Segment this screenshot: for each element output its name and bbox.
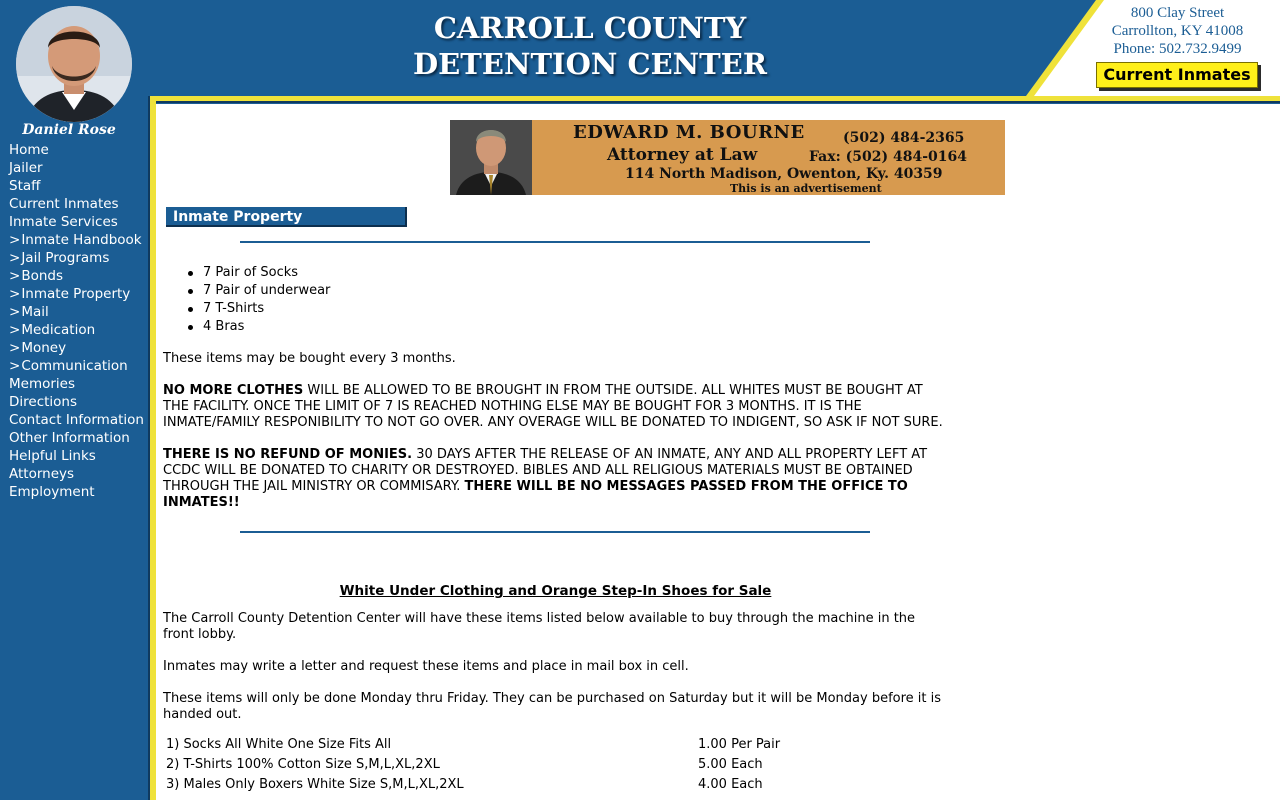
sidebar-item-label: Staff <box>9 178 41 194</box>
attorney-portrait-icon <box>450 120 532 195</box>
section-title: Inmate Property <box>166 207 407 227</box>
sidebar-item-bonds[interactable] <box>9 267 144 285</box>
sidebar-item-directions[interactable] <box>9 393 144 411</box>
sidebar-item-label: Mail <box>21 304 49 320</box>
chevron-right-icon: > <box>9 358 21 374</box>
sidebar-item-current-inmates[interactable] <box>9 195 144 213</box>
sidebar-item-label: Inmate Property <box>21 286 131 302</box>
sale-item-price: 5.00 Each <box>698 757 763 772</box>
profile-name: Daniel Rose <box>22 122 116 138</box>
list-item: 7 T-Shirts <box>203 300 330 318</box>
site-title-line1: CARROLL COUNTY <box>433 11 747 45</box>
ad-note: This is an advertisement <box>730 182 882 195</box>
list-item: 7 Pair of Socks <box>203 264 330 282</box>
sidebar-item-jailer[interactable] <box>9 159 144 177</box>
divider <box>240 531 870 533</box>
divider <box>240 241 870 243</box>
sidebar-item-label: Other Information <box>9 430 130 446</box>
current-inmates-button[interactable]: Current Inmates <box>1096 62 1258 88</box>
chevron-right-icon: > <box>9 250 21 266</box>
table-row <box>166 757 951 773</box>
clothes-policy-text: WILL BE ALLOWED TO BE BROUGHT IN FROM THE OUTSIDE. ALL WHITES MUST BE BOUGHT AT THE FACILITY. ONCE THE LIMIT OF 7 IS REACHED NOTHING ELSE MAY BE BOUGHT FOR 3 MONTHS. IT IS THE INMATE/FAMILY RESPONIBILITY TO NOT GO OVER. ANY OVERAGE WILL BE DONATED TO INDIGENT, SO ASK IF NOT SURE. <box>163 383 943 430</box>
sidebar-item-label: Employment <box>9 484 95 500</box>
sale-paragraph-2: Inmates may write a letter and request these items and place in mail box in cell. <box>163 659 689 674</box>
sidebar-item-label: Communication <box>21 358 128 374</box>
chevron-right-icon: > <box>9 286 21 302</box>
sidebar <box>0 0 148 800</box>
sale-item-name: 1) Socks All White One Size Fits All <box>166 737 392 752</box>
list-item: 4 Bras <box>203 318 330 336</box>
sidebar-item-inmate-property[interactable] <box>9 285 144 303</box>
sidebar-item-contact-information[interactable] <box>9 411 144 429</box>
sidebar-item-inmate-handbook[interactable] <box>9 231 144 249</box>
ad-address: 114 North Madison, Owenton, Ky. 40359 <box>625 166 943 182</box>
address-city: Carrollton, KY 41008 <box>1111 23 1244 39</box>
sale-item-name: 2) T-Shirts 100% Cotton Size S,M,L,XL,2XL <box>166 757 440 772</box>
sidebar-item-home[interactable] <box>9 141 144 159</box>
chevron-right-icon: > <box>9 232 21 248</box>
clothes-policy-bold: NO MORE CLOTHES <box>163 383 304 398</box>
sidebar-nav <box>9 141 144 501</box>
property-list <box>203 264 330 336</box>
chevron-right-icon: > <box>9 340 21 356</box>
sidebar-item-label: Medication <box>21 322 96 338</box>
sidebar-item-label: Bonds <box>21 268 63 284</box>
sidebar-item-mail[interactable] <box>9 303 144 321</box>
sale-item-price: 4.00 Each <box>698 777 763 792</box>
sidebar-item-label: Money <box>21 340 67 356</box>
profile-photo-icon <box>16 6 132 122</box>
frame-divider <box>148 96 156 800</box>
sidebar-item-label: Memories <box>9 376 76 392</box>
avatar <box>16 6 132 122</box>
sidebar-item-inmate-services[interactable] <box>9 213 144 231</box>
sidebar-item-helpful-links[interactable] <box>9 447 144 465</box>
sale-item-name: 3) Males Only Boxers White Size S,M,L,XL,2XL <box>166 777 464 792</box>
sidebar-item-memories[interactable] <box>9 375 144 393</box>
sidebar-item-other-information[interactable] <box>9 429 144 447</box>
sidebar-item-attorneys[interactable] <box>9 465 144 483</box>
ad-fax: Fax: (502) 484-0164 <box>809 149 967 165</box>
address-phone: Phone: 502.732.9499 <box>1113 41 1242 57</box>
site-title <box>380 10 800 82</box>
ad-name: EDWARD M. BOURNE <box>573 122 805 143</box>
table-row <box>166 777 951 793</box>
sidebar-item-label: Attorneys <box>9 466 75 482</box>
sidebar-item-communication[interactable] <box>9 357 144 375</box>
refund-policy-bold-end: THERE WILL BE NO MESSAGES PASSED FROM THE OFFICE TO INMATES!! <box>163 479 908 510</box>
ad-title: Attorney at Law <box>607 145 758 165</box>
refund-policy-text: 30 DAYS AFTER THE RELEASE OF AN INMATE, ANY AND ALL PROPERTY LEFT AT CCDC WILL BE DONATED TO CHARITY OR DESTROYED. BIBLES AND ALL RELIGIOUS MATERIALS MUST BE OBTAINED THROUGH THE JAIL MINISTRY OR COMMISARY. <box>163 447 928 494</box>
sidebar-item-label: Current Inmates <box>9 196 119 212</box>
sidebar-item-staff[interactable] <box>9 177 144 195</box>
sidebar-item-label: Contact Information <box>9 412 144 428</box>
sidebar-item-label: Helpful Links <box>9 448 96 464</box>
chevron-right-icon: > <box>9 322 21 338</box>
refund-policy-bold: THERE IS NO REFUND OF MONIES. <box>163 447 413 462</box>
chevron-right-icon: > <box>9 304 21 320</box>
ad-phone: (502) 484-2365 <box>843 130 965 146</box>
chevron-right-icon: > <box>9 268 21 284</box>
address-street: 800 Clay Street <box>1130 5 1225 21</box>
sidebar-item-label: Inmate Handbook <box>21 232 142 248</box>
clothes-policy <box>163 383 948 431</box>
sidebar-item-money[interactable] <box>9 339 144 357</box>
attorney-advertisement[interactable] <box>450 120 1005 195</box>
sidebar-item-label: Inmate Services <box>9 214 118 230</box>
site-title-line2: DETENTION CENTER <box>413 47 767 81</box>
sale-item-price: 1.00 Per Pair <box>698 737 781 752</box>
sale-paragraph-3: These items will only be done Monday thru Friday. They can be purchased on Saturday but it will be Monday before it is handed out. <box>163 691 942 722</box>
attorney-photo <box>450 120 532 195</box>
sidebar-item-jail-programs[interactable] <box>9 249 144 267</box>
sale-paragraph-1: The Carroll County Detention Center will have these items listed below available to buy through the machine in the front lobby. <box>163 611 916 642</box>
sidebar-item-label: Jailer <box>9 160 43 176</box>
table-row <box>166 737 951 753</box>
bought-note: These items may be bought every 3 months. <box>163 351 456 366</box>
list-item: 7 Pair of underwear <box>203 283 331 298</box>
sidebar-item-label: Directions <box>9 394 78 410</box>
address-block <box>1090 4 1265 58</box>
sale-heading: White Under Clothing and Orange Step-In Shoes for Sale <box>339 583 772 599</box>
refund-policy <box>163 447 948 511</box>
sidebar-item-employment[interactable] <box>9 483 144 501</box>
sidebar-item-label: Jail Programs <box>21 250 110 266</box>
sidebar-item-label: Home <box>9 142 49 158</box>
sidebar-item-medication[interactable] <box>9 321 144 339</box>
